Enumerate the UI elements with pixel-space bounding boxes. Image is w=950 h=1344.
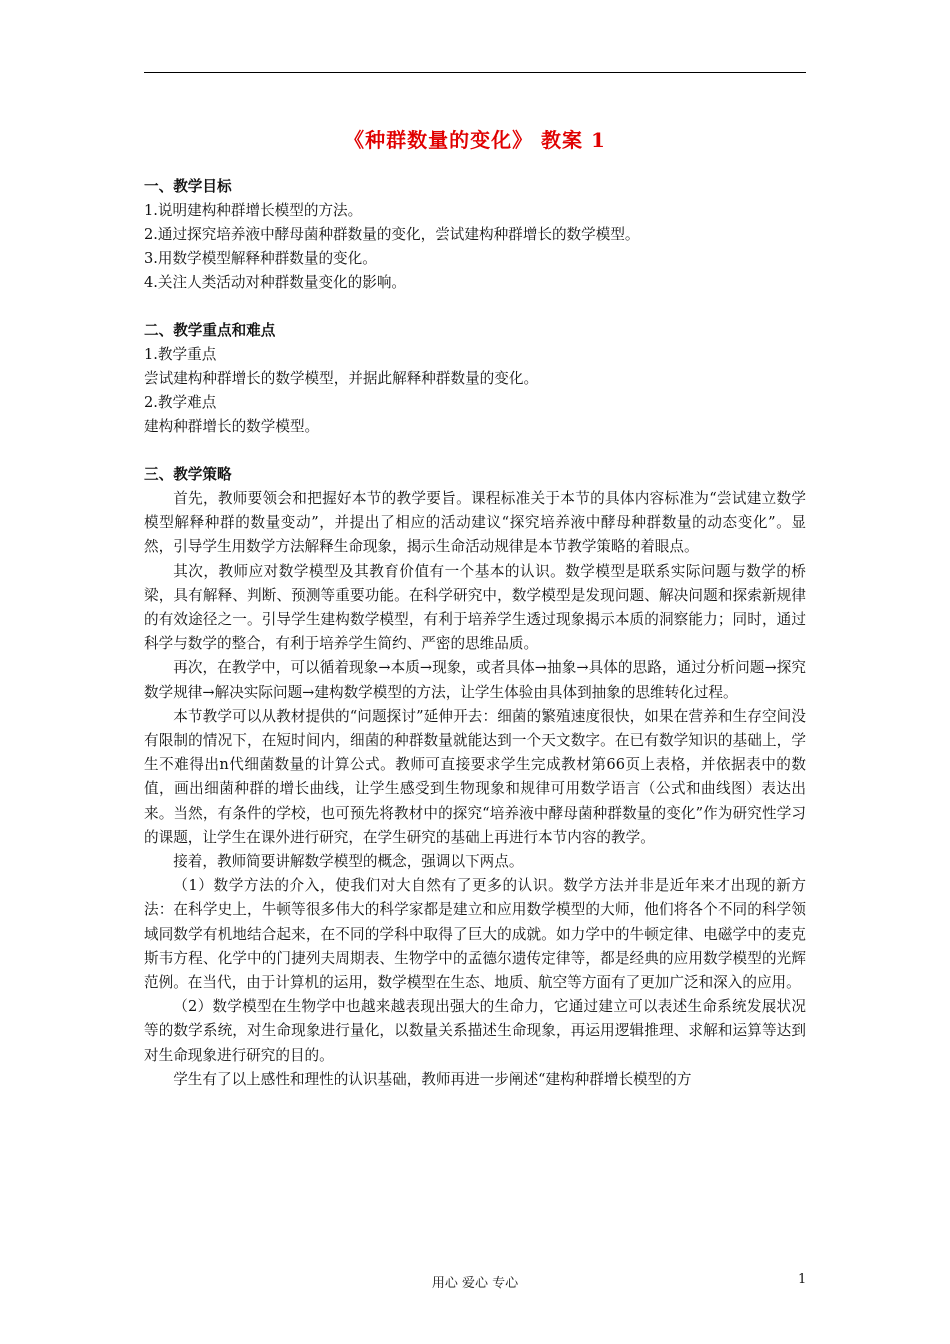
- objective-item: 3.用数学模型解释种群数量的变化。: [144, 250, 377, 267]
- header-rule: [144, 72, 806, 73]
- strategy-paragraph: 本节教学可以从教材提供的“问题探讨”延伸开去：细菌的繁殖速度很快，如果在营养和生存空间没有限制的情况下，在短时间内，细菌的种群数量就能达到一个天文数字。在已有数学知识的基础上，学生不难得出n代细菌数量的计算公式。教师可直接要求学生完成教材第66页上表格，并依据表中的数值，画出细菌种群的增长曲线，让学生感受到生物现象和规律可用数学语言（公式和曲线图）表达出来。当然，有条件的学校，也可预先将教材中的探究“培养液中酵母菌种群数量的变化”作为研究性学习的课题，让学生在课外进行研究，在学生研究的基础上再进行本节内容的教学。: [144, 707, 806, 846]
- objective-item: 1.说明建构种群增长模型的方法。: [144, 202, 363, 219]
- strategy-paragraph: 接着，教师简要讲解数学模型的概念，强调以下两点。: [173, 853, 524, 871]
- key-point-text: 尝试建构种群增长的数学模型，并据此解释种群数量的变化。: [144, 370, 539, 387]
- section-heading-key-points: 二、教学重点和难点: [144, 322, 276, 339]
- difficulty-label: 2.教学难点: [144, 394, 217, 411]
- strategy-paragraph: （2）数学模型在生物学中也越来越表现出强大的生命力，它通过建立可以表述生命系统发展状况等的数学系统，对生命现象进行量化，以数量关系描述生命现象，再运用逻辑推理、求解和运算等达到对生命现象进行研究的目的。: [144, 998, 806, 1064]
- strategy-paragraph: 再次，在教学中，可以循着现象→本质→现象，或者具体→抽象→具体的思路，通过分析问题→探究数学规律→解决实际问题→建构数学模型的方法，让学生体验由具体到抽象的思维转化过程。: [144, 659, 806, 701]
- difficulty-text: 建构种群增长的数学模型。: [144, 418, 320, 435]
- key-point-label: 1.教学重点: [144, 346, 217, 363]
- document-body: [144, 175, 806, 1092]
- page-number: 1: [798, 1272, 807, 1287]
- document-title: 《种群数量的变化》 教案 1: [344, 128, 606, 152]
- strategy-paragraph: （1）数学方法的介入，使我们对大自然有了更多的认识。数学方法并非是近年来才出现的新方法：在科学史上，牛顿等很多伟大的科学家都是建立和应用数学模型的大师，他们将各个不同的科学领域同数学有机地结合起来，在不同的学科中取得了巨大的成就。如力学中的牛顿定律、电磁学中的麦克斯韦方程、化学中的门捷列夫周期表、生物学中的孟德尔遗传定律等，都是经典的应用数学模型的光辉范例。在当代，由于计算机的运用，数学模型在生态、地质、航空等方面有了更加广泛和深入的应用。: [144, 877, 806, 992]
- objective-item: 2.通过探究培养液中酵母菌种群数量的变化，尝试建构种群增长的数学模型。: [144, 226, 640, 243]
- strategy-paragraph: 学生有了以上感性和理性的认识基础，教师再进一步阐述“建构种群增长模型的方: [173, 1070, 692, 1088]
- footer-motto: 用心 爱心 专心: [431, 1276, 519, 1291]
- strategy-paragraph: 其次，教师应对数学模型及其教育价值有一个基本的认识。数学模型是联系实际问题与数学的桥梁，具有解释、判断、预测等重要功能。在科学研究中，数学模型是发现问题、解决问题和探索新规律的有效途径之一。引导学生建构数学模型，有利于培养学生透过现象揭示本质的洞察能力；同时，通过科学与数学的整合，有利于培养学生简约、严密的思维品质。: [144, 562, 806, 653]
- section-heading-strategy: 三、教学策略: [144, 466, 232, 483]
- section-heading-objectives: 一、教学目标: [144, 178, 232, 195]
- strategy-paragraph: 首先，教师要领会和把握好本节的教学要旨。课程标准关于本节的具体内容标准为“尝试建立数学模型解释种群的数量变动”，并提出了相应的活动建议“探究培养液中酵母种群数量的动态变化”。显然，引导学生用数学方法解释生命现象，揭示生命活动规律是本节教学策略的着眼点。: [144, 490, 806, 556]
- objective-item: 4.关注人类活动对种群数量变化的影响。: [144, 274, 407, 291]
